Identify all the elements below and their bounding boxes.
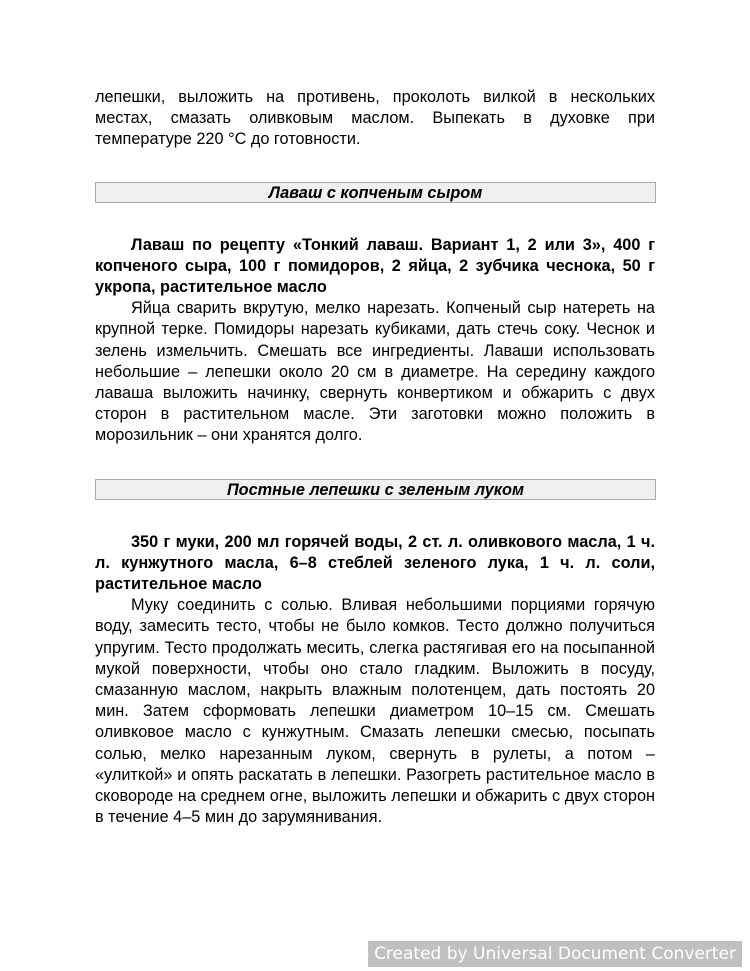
- recipe2-method: Муку соединить с солью. Вливая небольшими порциями горячую воду, замесить тесто, чтобы не было комков. Тесто должно получиться упругим. Тесто продолжать месить, слегка растягивая его на посыпанной мукой поверхности, чтобы оно стало гладким. Выложить в посуду, смазанную маслом, накрыть влажным полотенцем, дать постоять 20 мин. Затем сформовать лепешки диаметром 10–15 см. Смешать оливковое масло с кунжутным. Смазать лепешки смесью, посыпать солью, мелко нарезанным луком, свернуть в рулеты, а потом – «улиткой» и опять раскатать в лепешки. Разогреть растительное масло в сковороде на среднем огне, выложить лепешки и обжарить с двух сторон в течение 4–5 мин до зарумянивания.: [95, 596, 655, 827]
- document-page: [95, 87, 655, 828]
- recipe2-ingredients: 350 г муки, 200 мл горячей воды, 2 ст. л. оливкового масла, 1 ч. л. кунжутного масла, 6–8 стеблей зеленого лука, 1 ч. л. соли, растительное масло: [95, 532, 655, 594]
- recipe-title-lenten-flatbreads: Постные лепешки с зеленым луком: [95, 479, 656, 500]
- recipe1-ingredients: Лаваш по рецепту «Тонкий лаваш. Вариант 1, 2 или 3», 400 г копченого сыра, 100 г помидоров, 2 яйца, 2 зубчика чеснока, 50 г укропа, растительное масло: [95, 235, 655, 297]
- intro-paragraph: лепешки, выложить на противень, проколоть вилкой в нескольких местах, смазать оливковым маслом. Выпекать в духовке при температуре 220 °С до готовности.: [95, 88, 655, 149]
- recipe1-method: Яйца сварить вкрутую, мелко нарезать. Копченый сыр натереть на крупной терке. Помидоры нарезать кубиками, дать стечь соку. Чеснок и зелень измельчить. Смешать все ингредиенты. Лаваши использовать небольшие – лепешки около 20 см в диаметре. На середину каждого лаваша выложить начинку, свернуть конвертиком и обжарить с двух сторон в растительном масле. Эти заготовки можно положить в морозильник – они хранятся долго.: [95, 299, 655, 445]
- converter-watermark: Created by Universal Document Converter: [368, 941, 742, 967]
- recipe-title-smoked-cheese-lavash: Лаваш с копченым сыром: [95, 182, 656, 203]
